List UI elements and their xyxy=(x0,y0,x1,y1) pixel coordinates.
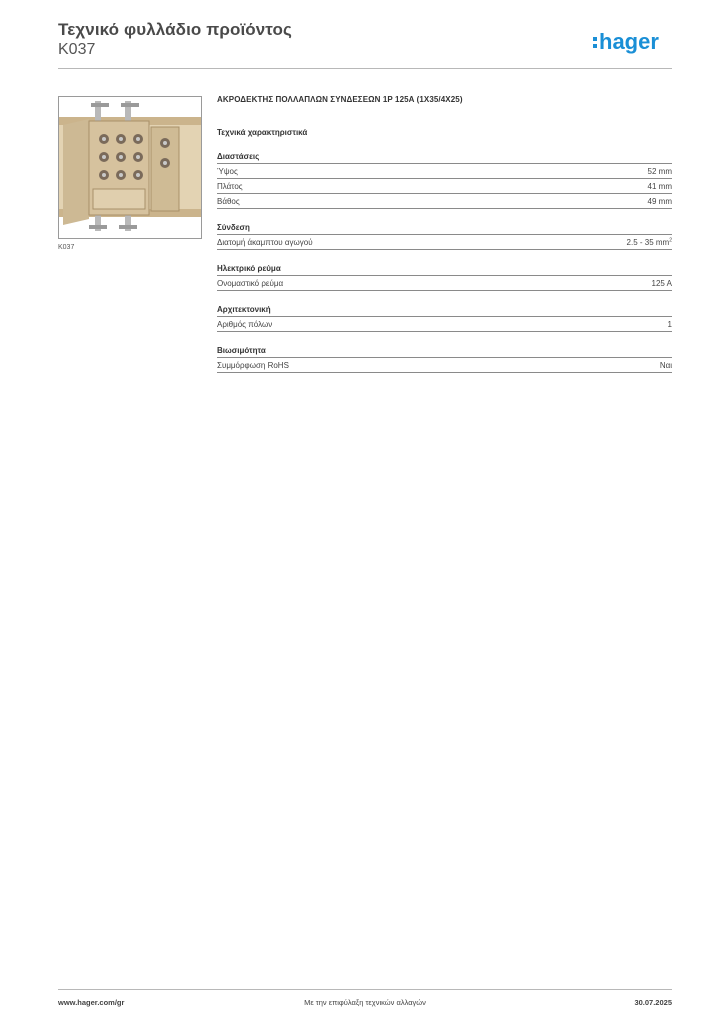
header-divider xyxy=(58,68,672,69)
spec-row xyxy=(217,165,672,179)
spec-label: Πλάτος xyxy=(217,182,243,191)
spec-row xyxy=(217,180,672,194)
spec-row xyxy=(217,318,672,332)
group-title-current: Ηλεκτρικό ρεύμα xyxy=(217,264,672,276)
spec-value: Ναι xyxy=(659,361,672,370)
spec-label: Ονομαστικό ρεύμα xyxy=(217,279,284,288)
spec-value: 41 mm xyxy=(647,182,672,191)
spec-row xyxy=(217,277,672,291)
document-title: Τεχνικό φυλλάδιο προϊόντος xyxy=(58,20,292,39)
product-code: K037 xyxy=(58,41,96,58)
website-link[interactable]: www.hager.com/gr xyxy=(58,998,125,1007)
spec-value: 52 mm xyxy=(647,167,672,176)
spec-row xyxy=(217,236,672,250)
technical-section-title: Τεχνικά χαρακτηριστικά xyxy=(217,128,308,137)
product-name: ΑΚΡΟΔΕΚΤΗΣ ΠΟΛΛΑΠΛΩΝ ΣΥΝΔΕΣΕΩΝ 1P 125A (1X35/4X25) xyxy=(217,95,463,104)
spec-row xyxy=(217,359,672,373)
footer-divider xyxy=(58,989,672,990)
spec-label: Βάθος xyxy=(217,197,240,206)
spec-value: 1 xyxy=(667,320,672,329)
group-title-connection: Σύνδεση xyxy=(217,223,672,235)
footer-notice: Με την επιφύλαξη τεχνικών αλλαγών xyxy=(304,998,426,1007)
spec-label: Ύψος xyxy=(217,167,238,176)
footer-date: 30.07.2025 xyxy=(634,998,672,1007)
spec-value: 2.5 - 35 $mm^2$ xyxy=(626,237,672,247)
spec-value: 125 A xyxy=(651,279,672,288)
hager-logo xyxy=(592,28,672,56)
specifications xyxy=(217,95,672,373)
spec-row xyxy=(217,195,672,209)
group-title-dimensions: Διαστάσεις xyxy=(217,152,672,164)
spec-label: Αριθμός πόλων xyxy=(217,320,273,329)
page-header xyxy=(58,20,672,70)
image-caption: K037 xyxy=(58,244,75,251)
svg-text:hager: hager xyxy=(599,29,659,54)
group-title-architecture: Αρχιτεκτονική xyxy=(217,305,672,317)
spec-label: Συμμόρφωση RoHS xyxy=(217,361,289,370)
spec-label: Διατομή άκαμπτου αγωγού xyxy=(217,238,313,247)
product-image xyxy=(58,96,202,239)
group-title-sustainability: Βιωσιμότητα xyxy=(217,346,672,358)
spec-value: 49 mm xyxy=(647,197,672,206)
